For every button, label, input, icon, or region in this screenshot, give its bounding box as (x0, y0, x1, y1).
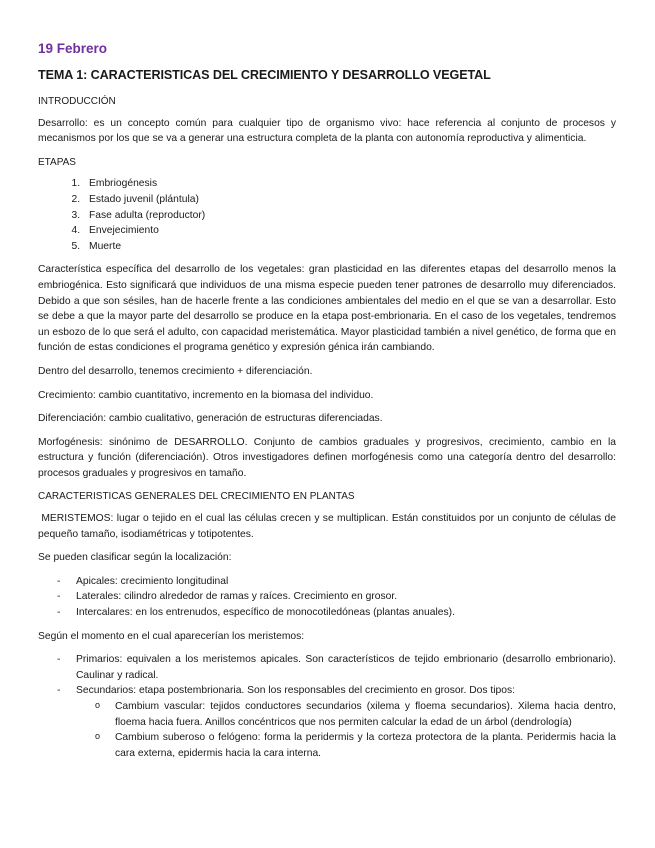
intro-paragraph: Desarrollo: es un concepto común para cualquier tipo de organismo vivo: hace referencia al conjunto de procesos y mecanismos por los que se va a generar una estructura completa de la planta con autonomía reproductiva y alimenticia. (38, 117, 616, 145)
general-heading: CARACTERISTICAS GENERALES DEL CRECIMIENTO EN PLANTAS (38, 491, 355, 503)
meristemos-paragraph: MERISTEMOS: lugar o tejido en el cual las células crecen y se multiplican. Están constituidos por un conjunto de células de pequeño tamaño, isodiamétricas y totipotentes. (38, 513, 619, 540)
momento-list (38, 652, 616, 761)
caracteristica-paragraph: Característica específica del desarrollo de los vegetales: gran plasticidad en las diferentes etapas del desarrollo menos la embriogénica. Esto significará que individuos de una misma especie pueden tener patrones de desarrollo muy diferenciados. Debido a que son sésiles, han de hacerle frente a las condiciones ambientales del medio en el que se van a desarrollar. Esto se debe a que la mayor parte del desarrollo se produce en la etapa post-embrionaria. En el caso de los vegetales, tendremos un esbozo de lo que será el adulto, con capacidad meristemática. Mayor plasticidad también a nivel genético, de forma que en función de estas condiciones el programa genético y expresión génica irán cambiando. (38, 264, 616, 354)
list-item-primarios (57, 652, 616, 683)
dentro-paragraph: Dentro del desarrollo, tenemos crecimiento + diferenciación. (38, 365, 313, 377)
diferenciacion-paragraph: Diferenciación: cambio cualitativo, generación de estructuras diferenciadas. (38, 413, 383, 425)
secundarios-text: Secundarios: etapa postembrionaria. Son los responsables del crecimiento en grosor. Dos tipos: (76, 685, 516, 697)
momento-intro: Según el momento en el cual aparecerían los meristemos: (38, 630, 305, 642)
list-item: - Laterales: cilindro alrededor de ramas y raíces. Crecimiento en grosor. (57, 589, 616, 605)
primarios-text: Primarios: equivalen a los meristemos apicales. Son característicos de tejido embrionario (desarrollo embrionario). Caulinar y radical. (76, 654, 616, 681)
document-page (38, 36, 619, 769)
list-item: 5. Muerte (83, 239, 616, 255)
sublist-item: o Cambium vascular: tejidos conductores secundarios (xilema y floema secundarios). Xilema hacia dentro, floema hacia fuera. Anillos concéntricos que nos permiten calcular la edad de un árbol (dendrología) (95, 699, 616, 730)
list-item-secundarios (57, 683, 616, 761)
date-heading: 19 Febrero (38, 41, 108, 56)
list-item: - Apicales: crecimiento longitudinal (57, 574, 616, 590)
list-item: - Intercalares: en los entrenudos, específico de monocotiledóneas (plantas anuales). (57, 605, 616, 621)
page-title: TEMA 1: CARACTERISTICAS DEL CRECIMIENTO Y DESARROLLO VEGETAL (38, 68, 491, 82)
localizacion-list (38, 574, 616, 621)
list-item: 1. Embriogénesis (83, 176, 616, 192)
etapas-list (38, 176, 616, 254)
morfogenesis-paragraph: Morfogénesis: sinónimo de DESARROLLO. Conjunto de cambios graduales y progresivos, crecimiento, cambio en la estructura y función (diferenciación). Otros investigadores definen morfogénesis como una categoría dentro del desarrollo: procesos graduales y progresivos en tamaño. (38, 436, 616, 479)
secundarios-sublist (76, 699, 616, 761)
clasificar-intro: Se pueden clasificar según la localización: (38, 552, 232, 564)
intro-heading: INTRODUCCIÓN (38, 96, 116, 107)
etapas-heading: ETAPAS (38, 156, 76, 168)
list-item: 3. Fase adulta (reproductor) (83, 208, 616, 224)
sublist-item: o Cambium suberoso o felógeno: forma la peridermis y la corteza protectora de la planta. Peridermis hacia la cara externa, epidermis hacia la cara interna. (95, 730, 616, 761)
list-item: 4. Envejecimiento (83, 223, 616, 239)
crecimiento-paragraph: Crecimiento: cambio cuantitativo, incremento en la biomasa del individuo. (38, 389, 374, 401)
list-item: 2. Estado juvenil (plántula) (83, 192, 616, 208)
